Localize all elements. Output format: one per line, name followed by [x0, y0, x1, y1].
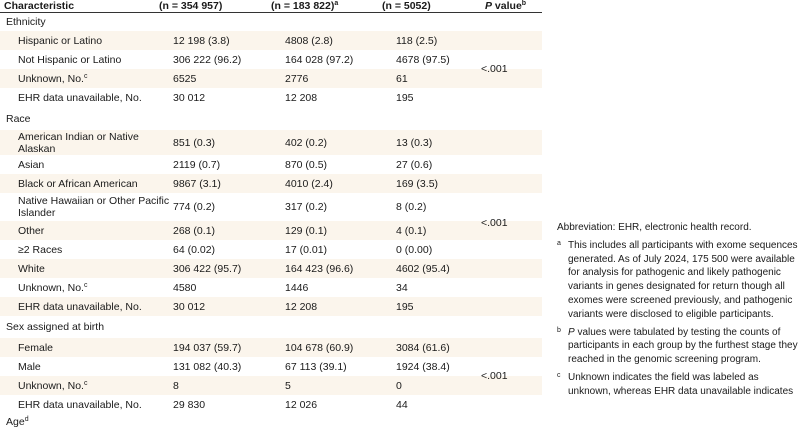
cell-col-3: 61 [396, 72, 408, 85]
cell-col-3: 195 [396, 91, 414, 104]
table-row [0, 50, 542, 69]
cell-col-2: 2776 [285, 72, 309, 85]
group-label: Age$^d$ [6, 415, 29, 428]
cell-col-1: 268 (0.1) [173, 224, 216, 237]
footnote-text-italic: P [568, 326, 575, 338]
table-row [0, 174, 542, 193]
row-label: Female [18, 341, 54, 354]
footnote-mark: a [557, 239, 561, 247]
table-row [0, 69, 542, 88]
cell-col-1: 4580 [173, 281, 197, 294]
table-row [0, 155, 542, 174]
table-row [0, 130, 542, 155]
cell-col-3: 169 (3.5) [396, 177, 439, 190]
row-label: EHR data unavailable, No. [18, 300, 142, 313]
table-row [0, 338, 542, 357]
header-col-3: (n = 5052) [382, 0, 431, 12]
cell-col-3: 0 [396, 379, 402, 392]
row-label: Unknown, No.$^c$ [18, 72, 88, 85]
cell-col-2: 67 113 (39.1) [285, 360, 347, 373]
row-label: White [18, 262, 45, 275]
cell-col-1: 6525 [173, 72, 197, 85]
table-row [0, 31, 542, 50]
table-row [0, 376, 542, 395]
table-row [0, 221, 542, 240]
cell-col-3: 4 (0.1) [396, 224, 427, 237]
footnote-marker: c [83, 72, 88, 80]
cell-col-2: 12 026 [285, 398, 318, 411]
table-header-row [0, 0, 542, 13]
footnote: c Unknown indicates the field was labeled as unknown, whereas EHR data unavailable indicates [557, 371, 794, 397]
footnote-marker: b [521, 0, 527, 7]
header-characteristic: Characteristic [4, 0, 75, 12]
table-row [0, 278, 542, 297]
footnote: a This includes all participants with exome sequences generated. As of July 2024, 175 500 were available for analysis for pathogenic and likely pathogenic variants in genes designated for return though all exomes were screened previously, and pathogenic variants were disclosed to eligible participants. [557, 239, 798, 320]
row-label: Other [18, 224, 45, 237]
cell-col-2: 12 208 [285, 91, 318, 104]
cell-col-3: 1924 (38.4) [396, 360, 450, 373]
row-label: Unknown, No.$^c$ [18, 281, 88, 294]
row-label: ≥2 Races [18, 243, 63, 256]
row-label: EHR data unavailable, No. [18, 398, 142, 411]
cell-col-3: 8 (0.2) [396, 201, 427, 213]
cell-col-1: 774 (0.2) [173, 201, 216, 213]
cell-col-3: 195 [396, 300, 414, 313]
cell-col-2: 1446 [285, 281, 309, 294]
footnote-marker: d [24, 415, 29, 423]
cell-col-2: 4808 (2.8) [285, 34, 333, 47]
row-label: Hispanic or Latino [18, 34, 103, 47]
cell-col-1: 30 012 [173, 300, 206, 313]
table-row [0, 240, 542, 259]
cell-col-3: 44 [396, 398, 408, 411]
footnote-marker: c [83, 379, 88, 387]
cell-col-3: 0 (0.00) [396, 243, 433, 256]
cell-col-2: 17 (0.01) [285, 243, 328, 256]
header-col-2: (n = 183 822)$^a$ [271, 0, 339, 12]
cell-col-2: 870 (0.5) [285, 158, 328, 171]
cell-col-1: 306 222 (96.2) [173, 53, 242, 66]
cell-col-1: 851 (0.3) [173, 136, 216, 149]
cell-col-1: 29 830 [173, 398, 206, 411]
row-label: Native Hawaiian or Other Pacific Islander [18, 195, 170, 219]
cell-col-3: 3084 (61.6) [396, 341, 450, 354]
row-label: Asian [18, 158, 45, 171]
table-row [0, 88, 542, 107]
cell-col-3: 4602 (95.4) [396, 262, 450, 275]
group-label: Race [6, 112, 31, 125]
group-pvalue: <.001 [481, 63, 508, 75]
header-col-1: (n = 354 957) [159, 0, 223, 12]
cell-col-2: 104 678 (60.9) [285, 341, 354, 354]
cell-col-2: 129 (0.1) [285, 224, 328, 237]
cell-col-1: 8 [173, 379, 179, 392]
cell-col-3: 118 (2.5) [396, 34, 438, 47]
footnote-marker: a [334, 0, 339, 7]
cell-col-1: 306 422 (95.7) [173, 262, 242, 275]
cell-col-2: 164 423 (96.6) [285, 262, 354, 275]
cell-col-3: 34 [396, 281, 408, 294]
table-row [0, 259, 542, 278]
cell-col-1: 30 012 [173, 91, 206, 104]
table-row [0, 357, 542, 376]
footnote-mark: c [557, 371, 561, 379]
group-row [0, 414, 542, 429]
row-label: American Indian or Native Alaskan [18, 130, 139, 155]
header-pvalue: P value$^b$ [485, 0, 527, 12]
group-row [0, 107, 542, 130]
cell-col-2: 4010 (2.4) [285, 177, 333, 190]
header-pvalue-p: P [485, 0, 493, 12]
cell-col-3: 13 (0.3) [396, 136, 433, 149]
footnote: b P values were tabulated by testing the counts of participants in each group by the furthest stage they reached in the genomic screening program. [557, 326, 798, 366]
cell-col-3: 4678 (97.5) [396, 53, 450, 66]
footnote-mark: b [557, 326, 561, 334]
group-pvalue: <.001 [481, 370, 508, 382]
table-row [0, 193, 542, 221]
cell-col-1: 9867 (3.1) [173, 177, 221, 190]
row-label: Unknown, No.$^c$ [18, 379, 88, 392]
group-pvalue: <.001 [481, 217, 508, 229]
cell-col-2: 5 [285, 379, 291, 392]
footnote-list [557, 239, 800, 399]
cell-col-1: 2119 (0.7) [173, 158, 221, 171]
row-label: Not Hispanic or Latino [18, 53, 122, 66]
table-row [0, 395, 542, 414]
cell-col-2: 317 (0.2) [285, 201, 328, 213]
group-row [0, 316, 542, 338]
cell-col-1: 194 037 (59.7) [173, 341, 242, 354]
table-row [0, 297, 542, 316]
row-label: Black or African American [18, 177, 138, 190]
cell-col-2: 402 (0.2) [285, 136, 328, 149]
row-label: Male [18, 360, 41, 373]
group-label: Sex assigned at birth [6, 321, 105, 333]
footnote-marker: c [83, 281, 88, 289]
abbreviation-note: Abbreviation: EHR, electronic health record. [557, 222, 752, 233]
row-label: EHR data unavailable, No. [18, 91, 142, 104]
cell-col-1: 12 198 (3.8) [173, 34, 230, 47]
group-label: Ethnicity [6, 16, 46, 28]
cell-col-1: 64 (0.02) [173, 243, 216, 256]
cell-col-3: 27 (0.6) [396, 158, 433, 171]
cell-col-2: 164 028 (97.2) [285, 53, 354, 66]
cell-col-2: 12 208 [285, 300, 318, 313]
group-row [0, 13, 542, 31]
cell-col-1: 131 082 (40.3) [173, 360, 242, 373]
table-notes [557, 221, 800, 399]
